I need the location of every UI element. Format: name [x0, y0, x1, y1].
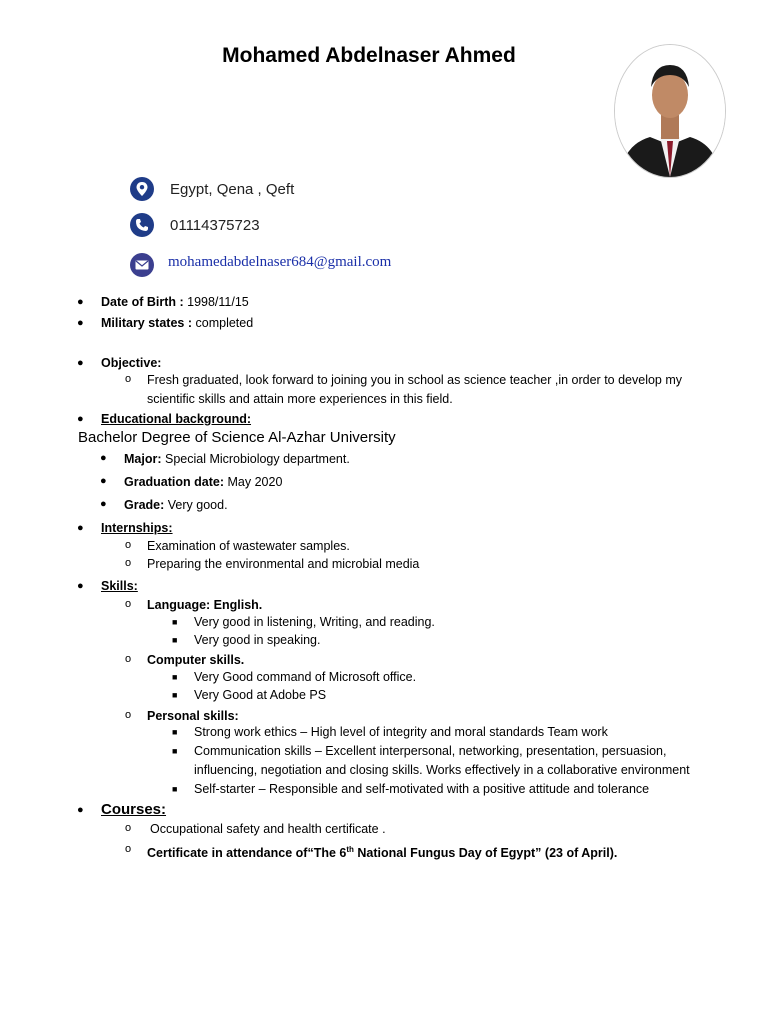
email-link[interactable]: mohamedabdelnaser684@gmail.com — [168, 253, 392, 270]
contact-phone — [130, 212, 260, 238]
bullet: ● — [77, 804, 84, 816]
location-pin-icon — [130, 177, 154, 201]
contact-location — [130, 176, 294, 202]
dob-value: 1998/11/15 — [187, 295, 249, 309]
circle-bullet: o — [125, 557, 132, 569]
circle-bullet: o — [125, 539, 132, 551]
contact-email — [130, 252, 391, 278]
square-bullet: ■ — [172, 727, 178, 737]
military-label: Military states : — [101, 316, 193, 330]
bullet: ● — [77, 580, 84, 592]
bullet: ● — [100, 498, 107, 510]
square-bullet: ■ — [172, 617, 178, 627]
bullet: ● — [77, 522, 84, 534]
dob-label: Date of Birth : — [101, 295, 184, 309]
bullet: ● — [77, 357, 84, 369]
circle-bullet: o — [125, 822, 132, 834]
circle-bullet: o — [125, 653, 132, 665]
circle-bullet: o — [125, 843, 132, 855]
square-bullet: ■ — [172, 746, 178, 756]
applicant-name: Mohamed Abdelnaser Ahmed — [222, 44, 516, 67]
bullet: ● — [77, 317, 84, 329]
circle-bullet: o — [125, 598, 132, 610]
phone-text: 01114375723 — [170, 216, 260, 234]
bullet: ● — [77, 296, 84, 308]
square-bullet: ■ — [172, 672, 178, 682]
location-text: Egypt, Qena , Qeft — [170, 180, 295, 198]
circle-bullet: o — [125, 709, 132, 721]
phone-icon — [130, 213, 154, 237]
bullet: ● — [100, 452, 107, 464]
square-bullet: ■ — [172, 635, 178, 645]
degree-title: Bachelor Degree of Science Al-Azhar University — [78, 429, 396, 446]
profile-photo — [614, 44, 726, 178]
bullet: ● — [77, 413, 84, 425]
square-bullet: ■ — [172, 784, 178, 794]
square-bullet: ■ — [172, 690, 178, 700]
bullet: ● — [100, 475, 107, 487]
circle-bullet: o — [125, 373, 132, 385]
military-value: completed — [195, 316, 254, 330]
envelope-icon — [130, 253, 154, 277]
